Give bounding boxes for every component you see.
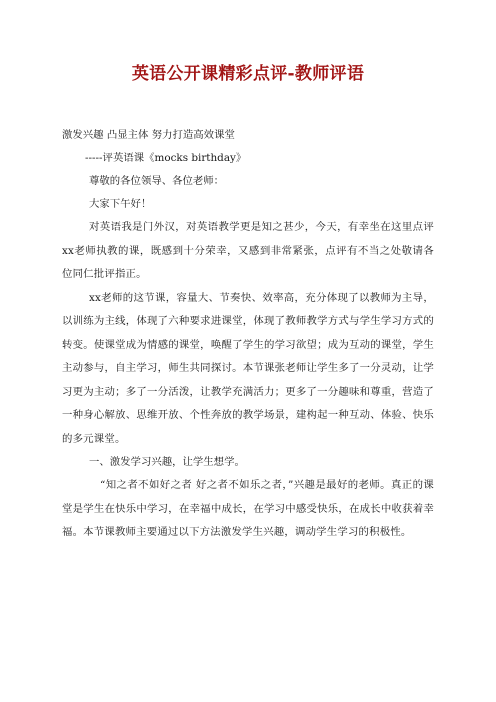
document-byline: -----评英语课《mocks birthday》 <box>85 152 247 164</box>
paragraph-intro: 对英语我是门外汉，对英语教学更是知之甚少，今天，有幸坐在这里点评xx老师执教的课，既感到十分荣幸，又感到非常紧张，点评有不当之处敬请各位同仁批评指正。 <box>62 221 434 280</box>
section-paragraph: “知之者不如好之者 好之者不如乐之者，”兴趣是最好的老师。真正的课堂是学生在快乐中学习，在幸福中成长，在学习中感受快乐，在成长中收获着幸福。本节课教师主要通过以下方法激发学生兴趣，调动学生学习的积极性。 <box>62 479 434 538</box>
paragraph-evaluation: xx老师的这节课，容量大、节奏快、效率高，充分体现了以教师为主导，以训练为主线，体现了六种要求进课堂，体现了教师教学方式与学生学习方式的转变。使课堂成为情感的课堂，唤醒了学生的学习欲望；成为互动的课堂，学生主动参与，自主学习，师生共同探讨。本节课张老师让学生多了一分灵动，让学习更为主动；多了一分活泼，让教学充满活力；更多了一分趣味和尊重，营造了一种身心解放、思维开放、个性奔放的教学场景，建构起一种互动、体验、快乐的多元课堂。 <box>62 291 434 445</box>
section-heading: 一、激发学习兴趣，让学生想学。 <box>89 456 245 468</box>
document-subtitle: 激发兴趣 凸显主体 努力打造高效课堂 <box>62 129 235 141</box>
salutation: 尊敬的各位领导、各位老师： <box>89 175 225 187</box>
greeting: 大家下午好！ <box>89 198 152 210</box>
document-title: 英语公开课精彩点评-教师评语 <box>131 64 365 84</box>
